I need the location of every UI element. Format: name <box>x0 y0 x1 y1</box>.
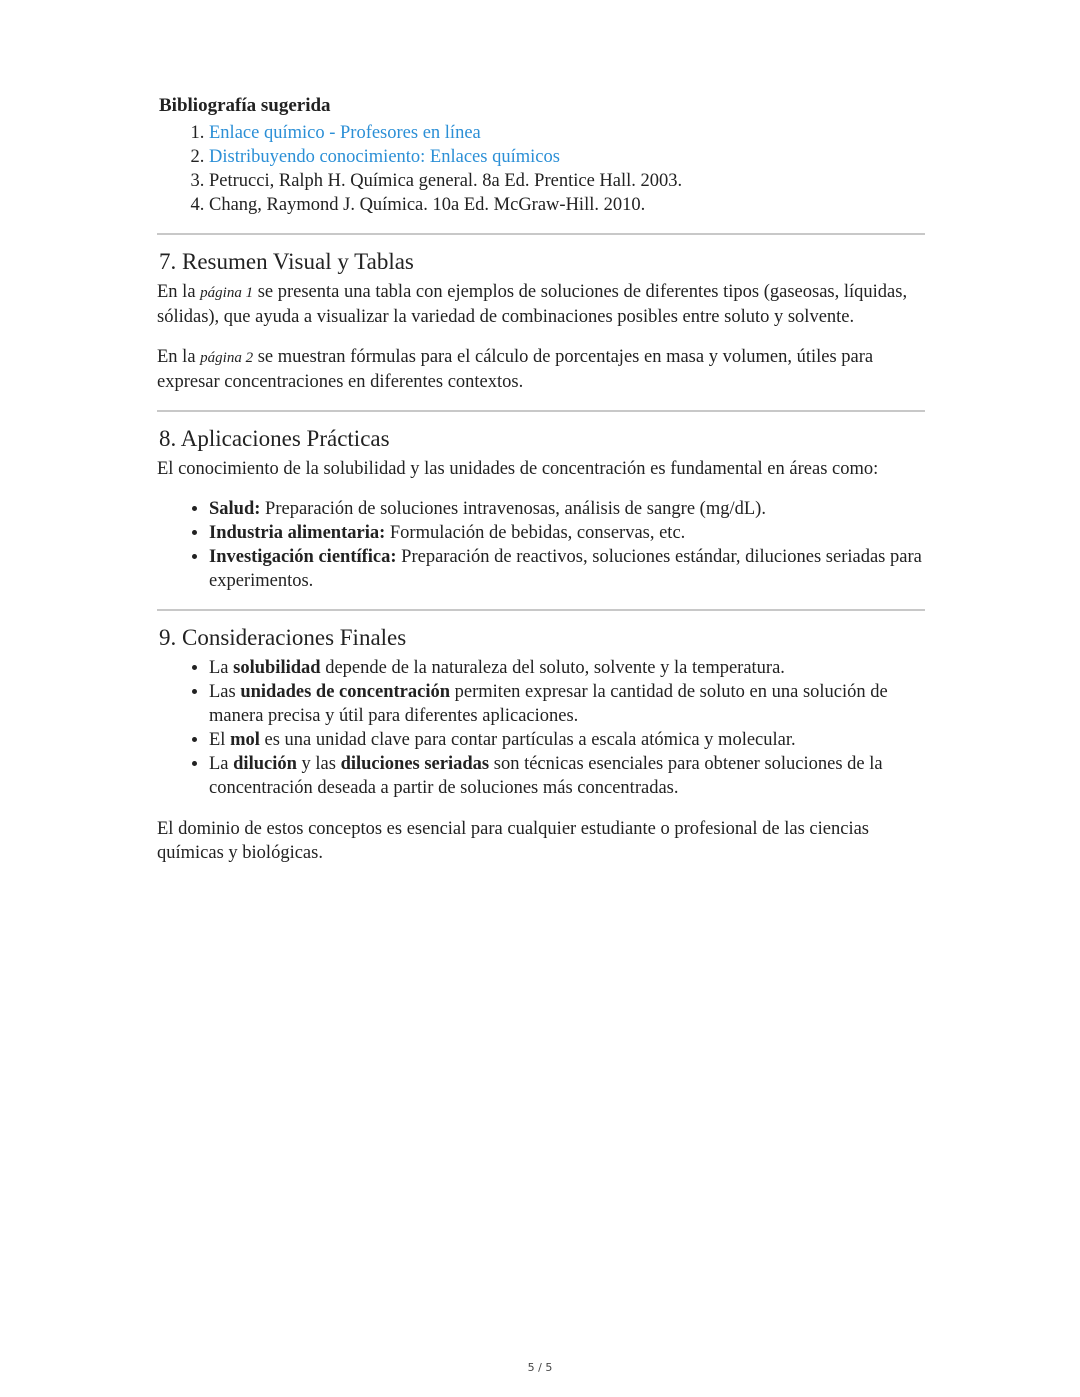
divider <box>157 410 925 412</box>
bibliography-link[interactable]: Distribuyendo conocimiento: Enlaces químicos <box>209 147 560 167</box>
divider <box>157 609 925 611</box>
section-9-list <box>157 656 925 800</box>
section-8-intro: El conocimiento de la solubilidad y las unidades de concentración es fundamental en áreas como: <box>157 459 879 479</box>
bibliography-list <box>157 121 925 217</box>
text: La <box>209 658 234 678</box>
list-item <box>209 545 925 593</box>
text: permiten expresar la cantidad de soluto en una solución de manera precisa y útil para diferentes aplicaciones. <box>209 682 888 726</box>
list-item <box>209 680 925 728</box>
section-7-heading: 7. Resumen Visual y Tablas <box>159 249 414 274</box>
list-item <box>209 656 925 680</box>
section-8-heading: 8. Aplicaciones Prácticas <box>159 426 390 451</box>
term: Salud: <box>209 499 261 519</box>
term: diluciones seriadas <box>340 754 490 774</box>
section-8-list <box>157 497 925 593</box>
closing-paragraph: El dominio de estos conceptos es esencial para cualquier estudiante o profesional de las ciencias químicas y biológicas. <box>157 819 869 863</box>
text: y las <box>296 754 341 774</box>
bibliography-item <box>209 145 925 169</box>
text: Preparación de reactivos, soluciones estándar, diluciones seriadas para experimentos. <box>209 547 922 591</box>
term: Investigación científica: <box>209 547 397 567</box>
section-7-paragraph <box>157 345 925 394</box>
text: En la <box>157 282 201 302</box>
section-9-heading: 9. Consideraciones Finales <box>159 625 407 650</box>
text: es una unidad clave para contar partículas a escala atómica y molecular. <box>259 730 796 750</box>
text: La <box>209 754 234 774</box>
list-item <box>209 521 925 545</box>
term: unidades de concentración <box>240 682 451 702</box>
term: Industria alimentaria: <box>209 523 386 543</box>
list-item <box>209 497 925 521</box>
term: solubilidad <box>233 658 321 678</box>
page-reference: página 1 <box>200 285 254 301</box>
bibliography-link[interactable]: Enlace químico - Profesores en línea <box>209 123 481 143</box>
text: se presenta una tabla con ejemplos de soluciones de diferentes tipos (gaseosas, líquidas, sólidas), que ayuda a visualizar la variedad de combinaciones posibles entre soluto y solvente. <box>157 282 908 327</box>
term: dilución <box>233 754 297 774</box>
bibliography-item: 3. Petrucci, Ralph H. Química general. 8a Ed. Prentice Hall. 2003. <box>209 169 925 193</box>
list-item <box>209 752 925 800</box>
page-number: 5 / 5 <box>527 1361 553 1374</box>
text: depende de la naturaleza del soluto, solvente y la temperatura. <box>320 658 785 678</box>
term: mol <box>230 730 260 750</box>
page-reference: página 2 <box>200 350 254 366</box>
document-page <box>157 94 925 881</box>
text: Preparación de soluciones intravenosas, análisis de sangre (mg/dL). <box>260 499 766 519</box>
text: El <box>209 730 231 750</box>
bibliography-heading: Bibliografía sugerida <box>159 95 331 116</box>
text: En la <box>157 347 201 367</box>
divider <box>157 233 925 235</box>
section-7-paragraph <box>157 280 925 329</box>
text: Las <box>209 682 241 702</box>
text: son técnicas esenciales para obtener soluciones de la concentración deseada a partir de soluciones más concentradas. <box>209 754 883 798</box>
bibliography-item: 4. Chang, Raymond J. Química. 10a Ed. McGraw-Hill. 2010. <box>209 193 925 217</box>
text: se muestran fórmulas para el cálculo de porcentajes en masa y volumen, útiles para expresar concentraciones en diferentes contextos. <box>157 347 874 392</box>
bibliography-item <box>209 121 925 145</box>
text: Formulación de bebidas, conservas, etc. <box>385 523 686 543</box>
list-item <box>209 728 925 752</box>
